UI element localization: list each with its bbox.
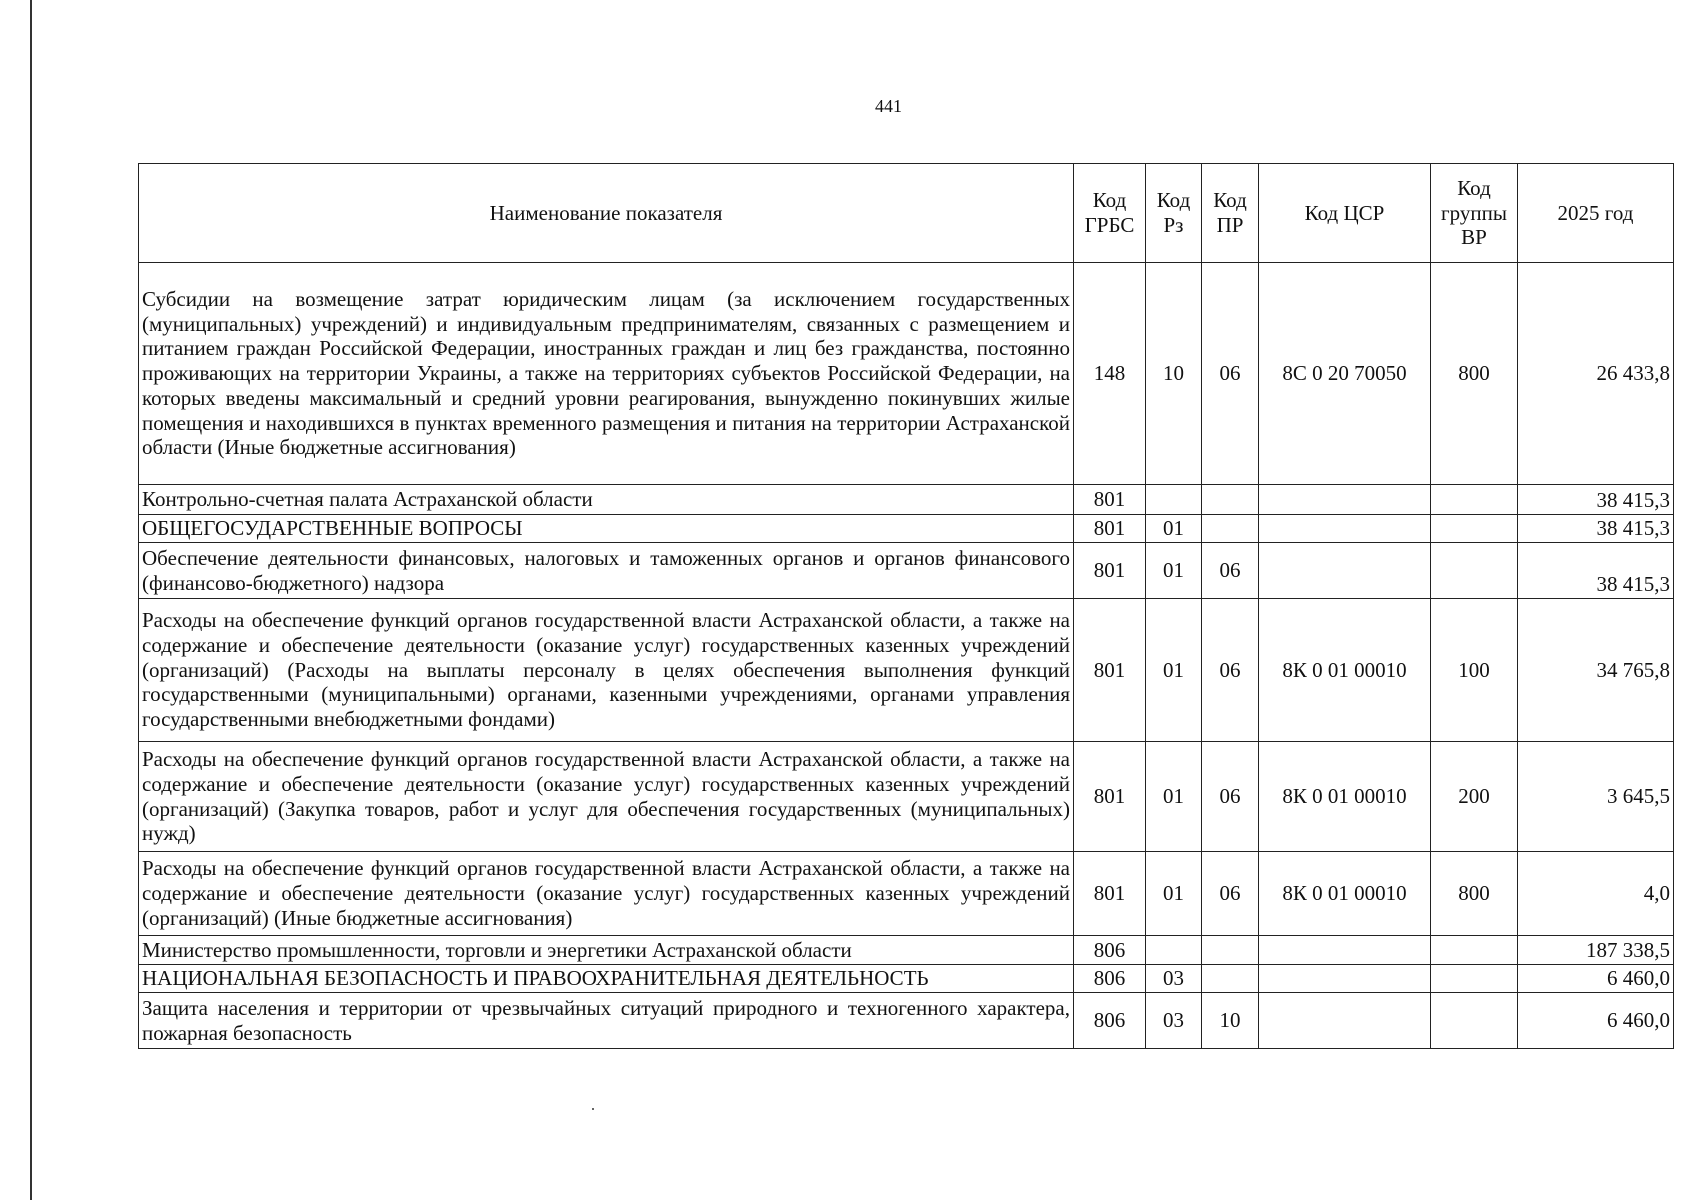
row-sum: 38 415,3 (1518, 543, 1674, 599)
row-vr: 100 (1431, 599, 1518, 742)
row-csr (1259, 485, 1431, 515)
row-grbs: 806 (1074, 965, 1146, 993)
row-name: ОБЩЕГОСУДАРСТВЕННЫЕ ВОПРОСЫ (139, 515, 1074, 543)
row-rz: 01 (1146, 852, 1202, 936)
row-rz: 01 (1146, 543, 1202, 599)
row-name: Расходы на обеспечение функций органов государственной власти Астраханской области, а также на содержание и обеспечение деятельности (оказание услуг) государственных казенных учреждений (организаций) (Закупка товаров, работ и услуг для обеспечения государственных (муниципальных) нужд) (139, 742, 1074, 852)
header-rz: Код Рз (1146, 164, 1202, 263)
row-sum: 34 765,8 (1518, 599, 1674, 742)
row-name: Министерство промышленности, торговли и энергетики Астраханской области (139, 936, 1074, 965)
row-vr: 800 (1431, 852, 1518, 936)
row-sum: 187 338,5 (1518, 936, 1674, 965)
row-grbs: 806 (1074, 993, 1146, 1049)
row-rz: 03 (1146, 993, 1202, 1049)
row-pr: 10 (1202, 993, 1259, 1049)
table-row (139, 485, 1674, 515)
row-pr (1202, 965, 1259, 993)
row-csr: 8С 0 20 70050 (1259, 263, 1431, 485)
row-csr: 8К 0 01 00010 (1259, 742, 1431, 852)
row-vr (1431, 993, 1518, 1049)
row-name: Расходы на обеспечение функций органов государственной власти Астраханской области, а также на содержание и обеспечение деятельности (оказание услуг) государственных казенных учреждений (организаций) (Иные бюджетные ассигнования) (139, 852, 1074, 936)
row-grbs: 801 (1074, 599, 1146, 742)
row-sum: 4,0 (1518, 852, 1674, 936)
table-row (139, 599, 1674, 742)
row-grbs: 801 (1074, 485, 1146, 515)
binding-margin-line (30, 0, 32, 1200)
row-csr (1259, 543, 1431, 599)
header-vr: Код группы ВР (1431, 164, 1518, 263)
row-name: НАЦИОНАЛЬНАЯ БЕЗОПАСНОСТЬ И ПРАВООХРАНИТЕЛЬНАЯ ДЕЯТЕЛЬНОСТЬ (139, 965, 1074, 993)
row-sum: 3 645,5 (1518, 742, 1674, 852)
row-sum: 6 460,0 (1518, 965, 1674, 993)
row-pr: 06 (1202, 543, 1259, 599)
header-name: Наименование показателя (139, 164, 1074, 263)
row-csr (1259, 965, 1431, 993)
row-name: Субсидии на возмещение затрат юридическим лицам (за исключением государственных (муниципальных) учреждений) и индивидуальным предпринимателям, связанных с размещением и питанием граждан Российской Федерации, иностранных граждан и лиц без гражданства, постоянно проживающих на территории Украины, а также на территориях субъектов Российской Федерации, на которых введены максимальный и средний уровни реагирования, вынужденно покинувших жилые помещения и находившихся в пунктах временного размещения и питания на территории Астраханской области (Иные бюджетные ассигнования) (139, 263, 1074, 485)
row-rz: 10 (1146, 263, 1202, 485)
row-grbs: 801 (1074, 515, 1146, 543)
row-sum: 38 415,3 (1518, 485, 1674, 515)
header-csr: Код ЦСР (1259, 164, 1431, 263)
row-grbs: 148 (1074, 263, 1146, 485)
row-sum: 38 415,3 (1518, 515, 1674, 543)
row-grbs: 806 (1074, 936, 1146, 965)
row-grbs: 801 (1074, 742, 1146, 852)
row-pr: 06 (1202, 742, 1259, 852)
row-grbs: 801 (1074, 543, 1146, 599)
row-csr (1259, 936, 1431, 965)
header-year: 2025 год (1518, 164, 1674, 263)
row-sum: 26 433,8 (1518, 263, 1674, 485)
scan-speck (592, 1108, 594, 1110)
table-row (139, 965, 1674, 993)
row-vr (1431, 543, 1518, 599)
row-csr (1259, 993, 1431, 1049)
row-name: Расходы на обеспечение функций органов государственной власти Астраханской области, а также на содержание и обеспечение деятельности (оказание услуг) государственных казенных учреждений (организаций) (Расходы на выплаты персоналу в целях обеспечения выполнения функций государственными (муниципальными) органами, казенными учреждениями, органами управления государственными внебюджетными фондами) (139, 599, 1074, 742)
row-rz: 01 (1146, 742, 1202, 852)
table-row (139, 515, 1674, 543)
header-grbs: Код ГРБС (1074, 164, 1146, 263)
table-row (139, 263, 1674, 485)
budget-table (138, 163, 1674, 1049)
row-csr: 8К 0 01 00010 (1259, 599, 1431, 742)
row-vr (1431, 515, 1518, 543)
row-rz: 01 (1146, 599, 1202, 742)
row-vr (1431, 965, 1518, 993)
row-pr (1202, 936, 1259, 965)
table-row (139, 852, 1674, 936)
table-row (139, 993, 1674, 1049)
table-row (139, 543, 1674, 599)
row-pr: 06 (1202, 263, 1259, 485)
page-number: 441 (875, 96, 902, 116)
row-vr: 200 (1431, 742, 1518, 852)
row-vr (1431, 936, 1518, 965)
row-csr (1259, 515, 1431, 543)
row-pr (1202, 485, 1259, 515)
table-row (139, 936, 1674, 965)
row-vr: 800 (1431, 263, 1518, 485)
table-row (139, 742, 1674, 852)
table-header-row (139, 164, 1674, 263)
row-vr (1431, 485, 1518, 515)
row-grbs: 801 (1074, 852, 1146, 936)
row-name: Контрольно-счетная палата Астраханской области (139, 485, 1074, 515)
row-rz: 03 (1146, 965, 1202, 993)
row-sum: 6 460,0 (1518, 993, 1674, 1049)
row-rz (1146, 936, 1202, 965)
row-rz: 01 (1146, 515, 1202, 543)
header-pr: Код ПР (1202, 164, 1259, 263)
row-rz (1146, 485, 1202, 515)
row-name: Обеспечение деятельности финансовых, налоговых и таможенных органов и органов финансового (финансово-бюджетного) надзора (139, 543, 1074, 599)
row-csr: 8К 0 01 00010 (1259, 852, 1431, 936)
row-pr: 06 (1202, 599, 1259, 742)
row-name: Защита населения и территории от чрезвычайных ситуаций природного и техногенного характера, пожарная безопасность (139, 993, 1074, 1049)
row-pr: 06 (1202, 852, 1259, 936)
row-pr (1202, 515, 1259, 543)
